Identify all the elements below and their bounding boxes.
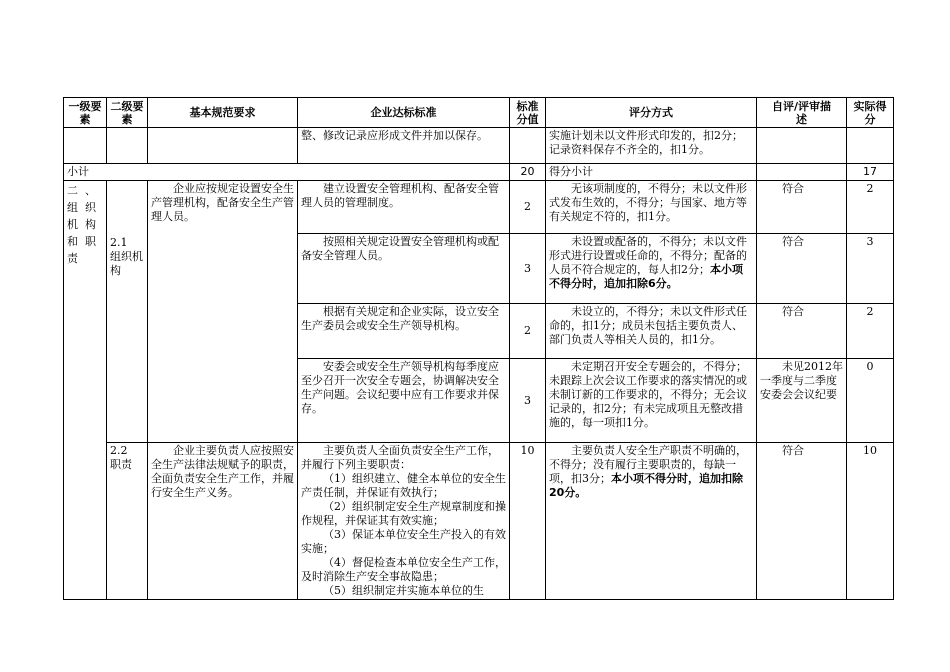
header-self-evaluation: 自评/评审描 述 — [757, 98, 847, 128]
selfeval-cell: 符合 — [757, 443, 847, 600]
method-bold-note: 本小项不得分时，追加扣除6分。 — [549, 263, 743, 290]
header-scoring-method: 评分方式 — [546, 98, 757, 128]
standard-cell: 根据有关规定和企业实际，设立安全生产委员会或安全生产领导机构。 — [298, 304, 510, 359]
subtotal-method-label: 得分小计 — [546, 164, 757, 181]
actual-cell: 3 — [847, 234, 894, 304]
carry-over-row — [64, 128, 894, 164]
score-cell: 3 — [510, 234, 546, 304]
table-row — [64, 443, 894, 600]
standard-cell — [298, 443, 510, 600]
selfeval-cell: 未见2012年一季度与二季度安委会会议纪要 — [757, 359, 847, 443]
standard-cell: 安委会或安全生产领导机构每季度应至少召开一次安全专题会，协调解决安全生产问题。会议纪要中应有工作要求并保存。 — [298, 359, 510, 443]
header-actual-score: 实际得分 — [847, 98, 894, 128]
actual-cell: 2 — [847, 304, 894, 359]
standard-item: （4）督促检查本单位安全生产工作，及时消除生产安全事故隐患； — [301, 556, 506, 583]
method-bold-note: 本小项不得分时，追加扣除20分。 — [549, 472, 743, 499]
subtotal-row — [64, 164, 894, 181]
basic-requirement-2-2: 企业主要负责人应按照安全生产法律法规赋予的职责，全面负责安全生产工作，并履行安全生产义务。 — [148, 443, 298, 600]
standard-item: （2）组织制定安全生产规章制度和操作规程，并保证其有效实施； — [301, 500, 506, 527]
standard-item: （1）组织建立、健全本单位的安全生产责任制，并保证有效执行； — [301, 472, 506, 499]
subtotal-label: 小计 — [64, 164, 510, 181]
standards-table — [63, 97, 894, 600]
method-cell: 无该项制度的，不得分；未以文件形式发布生效的，不得分；与国家、地方等有关规定不符的，扣1分。 — [546, 181, 757, 234]
header-standard-score: 标准分值 — [510, 98, 546, 128]
standard-item: （5）组织制定并实施本单位的生 — [323, 584, 484, 597]
header-row — [64, 98, 894, 128]
header-level1: 一级要素 — [64, 98, 107, 128]
level2-cell-2-2: 2.2 职责 — [107, 443, 148, 600]
standard-intro: 主要负责人全面负责安全生产工作，并履行下列主要职责： — [301, 444, 499, 471]
selfeval-cell: 符合 — [757, 234, 847, 304]
standard-item: （3）保证本单位安全生产投入的有效实施； — [301, 528, 506, 555]
score-cell: 2 — [510, 304, 546, 359]
actual-cell: 0 — [847, 359, 894, 443]
method-cell: 未定期召开安全专题会的，不得分；未跟踪上次会议工作要求的落实情况的或未制订新的工作要求的，不得分；无会议记录的，扣2分；有未完成项且无整改措施的，每一项扣1分。 — [546, 359, 757, 443]
level1-cell: 二、组织机构和职责 — [64, 181, 107, 600]
standard-cell: 建立设置安全管理机构、配备安全管理人员的管理制度。 — [298, 181, 510, 234]
carry-standard: 整、修改记录应形成文件并加以保存。 — [298, 128, 510, 164]
header-enterprise-standard: 企业达标标准 — [298, 98, 510, 128]
basic-requirement-2-1: 企业应按规定设置安全生产管理机构，配备安全生产管理人员。 — [148, 181, 298, 443]
method-cell: 未设立的，不得分；未以文件形式任命的，扣1分；成员未包括主要负责人、部门负责人等相关人员的，扣1分。 — [546, 304, 757, 359]
header-basic-requirements: 基本规范要求 — [148, 98, 298, 128]
score-cell: 2 — [510, 181, 546, 234]
score-cell: 10 — [510, 443, 546, 600]
method-cell: 未设置或配备的，不得分；未以文件形式进行设置或任命的，不得分；配备的人员不符合规定的，每人扣2分；本小项不得分时，追加扣除6分。 — [546, 234, 757, 304]
selfeval-cell: 符合 — [757, 304, 847, 359]
carry-method: 实施计划未以文件形式印发的，扣2分；记录资料保存不齐全的，扣1分。 — [546, 128, 757, 164]
score-cell: 3 — [510, 359, 546, 443]
actual-cell: 2 — [847, 181, 894, 234]
header-level2: 二级要素 — [107, 98, 148, 128]
subtotal-actual: 17 — [847, 164, 894, 181]
table-row — [64, 181, 894, 234]
method-cell: 主要负责人安全生产职责不明确的，不得分；没有履行主要职责的，每缺一项，扣3分；本小项不得分时，追加扣除20分。 — [546, 443, 757, 600]
standard-cell: 按照相关规定设置安全管理机构或配备安全管理人员。 — [298, 234, 510, 304]
level2-cell-2-1: 2.1 组织机构 — [107, 181, 148, 443]
subtotal-score: 20 — [510, 164, 546, 181]
selfeval-cell: 符合 — [757, 181, 847, 234]
actual-cell: 10 — [847, 443, 894, 600]
